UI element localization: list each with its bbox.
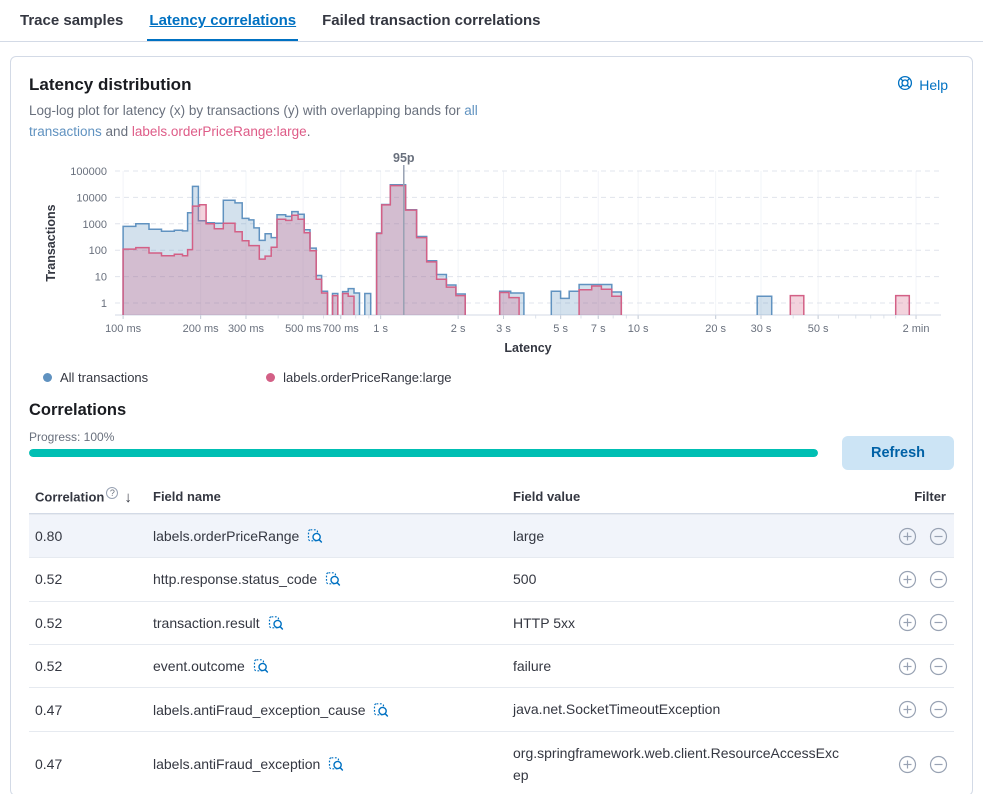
table-row: [29, 687, 954, 730]
correlation-info-icon[interactable]: ?: [106, 487, 118, 499]
chart-description: [29, 101, 509, 143]
refresh-button[interactable]: Refresh: [842, 436, 954, 470]
header-field-name: Field name: [153, 488, 221, 504]
filter-include-icon[interactable]: [898, 613, 917, 632]
tab-latency-correlations[interactable]: Latency correlations: [147, 0, 298, 41]
svg-text:5 s: 5 s: [553, 322, 568, 335]
correlation-value: 0.52: [35, 658, 63, 675]
legend-item[interactable]: [266, 370, 451, 385]
svg-text:200 ms: 200 ms: [182, 322, 219, 335]
all-transactions-link[interactable]: all transactions: [29, 103, 478, 139]
table-row: [29, 514, 954, 557]
correlation-value: 0.52: [35, 614, 63, 631]
svg-text:Latency: Latency: [504, 340, 552, 355]
help-icon: [897, 75, 913, 94]
svg-text:95p: 95p: [393, 152, 415, 165]
field-name: labels.antiFraud_exception: [153, 756, 321, 773]
description-text: Log-log plot for latency (x) by transactions (y) with overlapping bands for: [29, 103, 461, 118]
svg-text:20 s: 20 s: [705, 322, 727, 335]
legend-item[interactable]: [43, 370, 148, 385]
term-link[interactable]: labels.orderPriceRange:large: [131, 123, 307, 139]
filter-include-icon[interactable]: [898, 570, 917, 589]
view-in-discover-icon[interactable]: [325, 571, 341, 587]
header-field-value: Field value: [513, 488, 581, 504]
table-row: [29, 644, 954, 687]
filter-exclude-icon[interactable]: [929, 613, 948, 632]
field-value: 500: [513, 571, 537, 588]
svg-text:Transactions: Transactions: [44, 204, 58, 282]
field-name: labels.antiFraud_exception_cause: [153, 701, 366, 718]
field-value: failure: [513, 658, 552, 675]
tab-bar: [0, 0, 983, 41]
svg-text:100: 100: [88, 245, 107, 258]
view-in-discover-icon[interactable]: [268, 615, 284, 631]
svg-text:300 ms: 300 ms: [227, 322, 265, 335]
sort-descending-icon[interactable]: ↓: [124, 488, 132, 506]
progress-label: Progress: 100%: [29, 429, 115, 444]
view-in-discover-icon[interactable]: [307, 528, 323, 544]
latency-distribution-panel: [10, 56, 973, 794]
svg-text:1: 1: [100, 297, 107, 310]
svg-text:100 ms: 100 ms: [105, 322, 142, 335]
view-in-discover-icon[interactable]: [328, 756, 344, 772]
table-header-row: [29, 486, 954, 514]
field-value: java.net.SocketTimeoutException: [513, 701, 721, 718]
correlations-table: [29, 486, 954, 794]
svg-text:1000: 1000: [82, 218, 107, 231]
header-correlation[interactable]: Correlation ? ↓: [35, 488, 132, 506]
svg-text:10 s: 10 s: [627, 322, 649, 335]
correlation-value: 0.80: [35, 528, 63, 545]
filter-exclude-icon[interactable]: [929, 527, 948, 546]
svg-text:1 s: 1 s: [373, 322, 388, 335]
filter-include-icon[interactable]: [898, 657, 917, 676]
legend-label: labels.orderPriceRange:large: [283, 369, 452, 385]
legend-dot-icon: [43, 373, 52, 382]
panel-title: Latency distribution: [29, 75, 192, 94]
field-name: http.response.status_code: [153, 571, 318, 588]
filter-exclude-icon[interactable]: [929, 570, 948, 589]
filter-exclude-icon[interactable]: [929, 657, 948, 676]
correlations-table-body: [29, 514, 954, 794]
help-link[interactable]: [897, 75, 948, 94]
field-value: org.springframework.web.client.ResourceAccessExcep: [513, 744, 840, 784]
field-value: HTTP 5xx: [513, 614, 575, 631]
view-in-discover-icon[interactable]: [253, 658, 269, 674]
legend-label: All transactions: [60, 369, 149, 385]
svg-text:500 ms: 500 ms: [285, 322, 322, 335]
field-name: event.outcome: [153, 658, 245, 675]
svg-text:50 s: 50 s: [807, 322, 829, 335]
svg-text:2 min: 2 min: [902, 322, 930, 335]
view-in-discover-icon[interactable]: [373, 702, 389, 718]
tab-failed-transaction-correlations[interactable]: Failed transaction correlations: [322, 12, 541, 29]
svg-text:3 s: 3 s: [496, 322, 511, 335]
filter-exclude-icon[interactable]: [929, 700, 948, 719]
filter-include-icon[interactable]: [898, 700, 917, 719]
field-value: large: [513, 527, 545, 544]
field-name: labels.orderPriceRange: [153, 528, 300, 545]
correlation-value: 0.52: [35, 571, 63, 588]
field-name: transaction.result: [153, 614, 260, 631]
description-period: .: [306, 123, 311, 139]
correlations-heading: Correlations: [29, 400, 127, 419]
chart-legend: [29, 370, 954, 385]
filter-include-icon[interactable]: [898, 527, 917, 546]
table-row: [29, 601, 954, 644]
progress-bar: [29, 449, 818, 457]
svg-text:2 s: 2 s: [450, 322, 466, 335]
svg-text:10: 10: [94, 271, 107, 284]
table-row: [29, 557, 954, 600]
tab-trace-samples[interactable]: Trace samples: [20, 12, 124, 29]
svg-text:100000: 100000: [70, 165, 107, 178]
correlation-value: 0.47: [35, 701, 63, 718]
filter-exclude-icon[interactable]: [929, 755, 948, 774]
correlation-value: 0.47: [35, 756, 63, 773]
latency-distribution-chart[interactable]: [29, 153, 954, 360]
help-label: Help: [919, 76, 948, 93]
description-joiner: and: [101, 123, 132, 139]
svg-text:7 s: 7 s: [590, 322, 606, 335]
legend-dot-icon: [266, 373, 275, 382]
header-filter: Filter: [914, 488, 946, 504]
svg-text:10000: 10000: [76, 192, 107, 205]
svg-text:30 s: 30 s: [750, 322, 772, 335]
table-row: [29, 731, 954, 794]
svg-text:700 ms: 700 ms: [322, 322, 359, 335]
tabs-divider: [0, 41, 983, 42]
filter-include-icon[interactable]: [898, 755, 917, 774]
